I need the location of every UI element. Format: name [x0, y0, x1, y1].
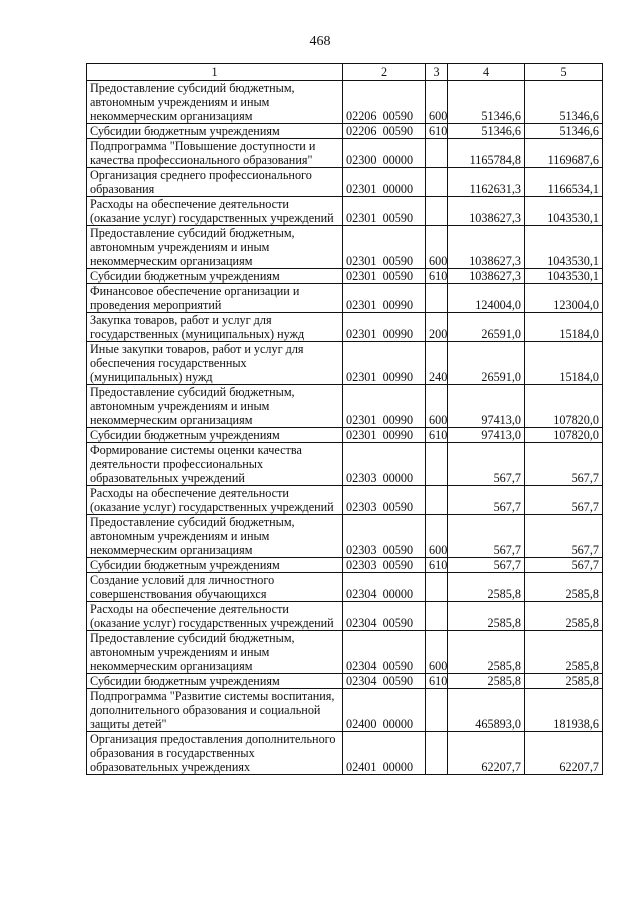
row-code-cell: 02303 00590 — [343, 558, 426, 573]
row-expense-type-cell: 200 — [426, 313, 448, 342]
row-name-cell: Расходы на обеспечение деятельности (оказание услуг) государственных учреждений — [87, 602, 343, 631]
table-row — [87, 139, 603, 168]
row-value-col5-cell: 107820,0 — [525, 385, 603, 428]
row-name-cell: Создание условий для личностного совершенствования обучающихся — [87, 573, 343, 602]
row-name-cell: Иные закупки товаров, работ и услуг для обеспечения государственных (муниципальных) нужд — [87, 342, 343, 385]
table-row — [87, 631, 603, 674]
row-value-col4-cell: 2585,8 — [448, 602, 525, 631]
row-code-cell: 02301 00990 — [343, 342, 426, 385]
row-value-col5-cell: 567,7 — [525, 443, 603, 486]
row-name-cell: Финансовое обеспечение организации и проведения мероприятий — [87, 284, 343, 313]
budget-table — [86, 63, 603, 775]
row-code-cell: 02301 00990 — [343, 385, 426, 428]
table-row — [87, 428, 603, 443]
row-expense-type-cell — [426, 197, 448, 226]
row-value-col4-cell: 51346,6 — [448, 81, 525, 124]
row-expense-type-cell: 600 — [426, 515, 448, 558]
row-value-col5-cell: 1043530,1 — [525, 269, 603, 284]
table-row — [87, 602, 603, 631]
row-value-col5-cell: 51346,6 — [525, 81, 603, 124]
row-expense-type-cell: 600 — [426, 631, 448, 674]
row-code-cell: 02303 00590 — [343, 486, 426, 515]
row-name-cell: Формирование системы оценки качества деятельности профессиональных образовательных учреждений — [87, 443, 343, 486]
table-row — [87, 689, 603, 732]
row-value-col4-cell: 465893,0 — [448, 689, 525, 732]
row-value-col5-cell: 107820,0 — [525, 428, 603, 443]
row-expense-type-cell: 600 — [426, 226, 448, 269]
row-code-cell: 02301 00000 — [343, 168, 426, 197]
row-expense-type-cell — [426, 168, 448, 197]
row-name-cell: Субсидии бюджетным учреждениям — [87, 428, 343, 443]
row-expense-type-cell: 600 — [426, 385, 448, 428]
row-value-col4-cell: 1038627,3 — [448, 226, 525, 269]
row-code-cell: 02301 00990 — [343, 428, 426, 443]
row-name-cell: Предоставление субсидий бюджетным, автономным учреждениям и иным некоммерческим организациям — [87, 515, 343, 558]
row-expense-type-cell: 610 — [426, 558, 448, 573]
row-value-col5-cell: 15184,0 — [525, 342, 603, 385]
row-name-cell: Предоставление субсидий бюджетным, автономным учреждениям и иным некоммерческим организациям — [87, 631, 343, 674]
header-row — [87, 64, 603, 81]
row-value-col4-cell: 2585,8 — [448, 573, 525, 602]
row-value-col4-cell: 567,7 — [448, 558, 525, 573]
row-value-col4-cell: 62207,7 — [448, 732, 525, 775]
row-value-col5-cell: 1166534,1 — [525, 168, 603, 197]
row-value-col4-cell: 567,7 — [448, 515, 525, 558]
table-row — [87, 81, 603, 124]
row-value-col5-cell: 2585,8 — [525, 602, 603, 631]
row-value-col4-cell: 26591,0 — [448, 313, 525, 342]
row-value-col5-cell: 15184,0 — [525, 313, 603, 342]
row-expense-type-cell: 600 — [426, 81, 448, 124]
table-row — [87, 226, 603, 269]
row-value-col4-cell: 97413,0 — [448, 428, 525, 443]
row-name-cell: Предоставление субсидий бюджетным, автономным учреждениям и иным некоммерческим организациям — [87, 226, 343, 269]
row-name-cell: Субсидии бюджетным учреждениям — [87, 269, 343, 284]
row-code-cell: 02301 00990 — [343, 313, 426, 342]
row-expense-type-cell — [426, 573, 448, 602]
row-name-cell: Организация предоставления дополнительного образования в государственных образовательных учреждениях — [87, 732, 343, 775]
table-body — [87, 81, 603, 775]
row-value-col5-cell: 1043530,1 — [525, 197, 603, 226]
table-row — [87, 124, 603, 139]
row-name-cell: Субсидии бюджетным учреждениям — [87, 674, 343, 689]
row-name-cell: Субсидии бюджетным учреждениям — [87, 558, 343, 573]
row-value-col4-cell: 1038627,3 — [448, 197, 525, 226]
row-value-col5-cell: 1169687,6 — [525, 139, 603, 168]
row-expense-type-cell — [426, 602, 448, 631]
row-value-col4-cell: 2585,8 — [448, 674, 525, 689]
table-row — [87, 342, 603, 385]
table-row — [87, 385, 603, 428]
row-expense-type-cell — [426, 486, 448, 515]
table-row — [87, 486, 603, 515]
row-name-cell: Предоставление субсидий бюджетным, автономным учреждениям и иным некоммерческим организациям — [87, 81, 343, 124]
row-expense-type-cell — [426, 139, 448, 168]
table-row — [87, 269, 603, 284]
table-row — [87, 197, 603, 226]
row-code-cell: 02301 00990 — [343, 284, 426, 313]
row-value-col5-cell: 1043530,1 — [525, 226, 603, 269]
row-expense-type-cell: 610 — [426, 428, 448, 443]
row-value-col5-cell: 181938,6 — [525, 689, 603, 732]
header-col-1: 1 — [87, 64, 343, 81]
row-name-cell: Расходы на обеспечение деятельности (оказание услуг) государственных учреждений — [87, 197, 343, 226]
row-value-col4-cell: 26591,0 — [448, 342, 525, 385]
row-code-cell: 02304 00590 — [343, 674, 426, 689]
row-name-cell: Предоставление субсидий бюджетным, автономным учреждениям и иным некоммерческим организациям — [87, 385, 343, 428]
header-col-5: 5 — [525, 64, 603, 81]
table-row — [87, 443, 603, 486]
table-row — [87, 732, 603, 775]
row-name-cell: Закупка товаров, работ и услуг для государственных (муниципальных) нужд — [87, 313, 343, 342]
row-code-cell: 02303 00000 — [343, 443, 426, 486]
row-expense-type-cell: 610 — [426, 124, 448, 139]
row-code-cell: 02303 00590 — [343, 515, 426, 558]
page-number: 468 — [309, 34, 331, 49]
row-code-cell: 02401 00000 — [343, 732, 426, 775]
row-expense-type-cell — [426, 732, 448, 775]
row-code-cell: 02400 00000 — [343, 689, 426, 732]
row-value-col4-cell: 124004,0 — [448, 284, 525, 313]
row-code-cell: 02304 00590 — [343, 602, 426, 631]
table-row — [87, 284, 603, 313]
row-value-col5-cell: 123004,0 — [525, 284, 603, 313]
row-code-cell: 02301 00590 — [343, 197, 426, 226]
row-name-cell: Подпрограмма "Повышение доступности и качества профессионального образования" — [87, 139, 343, 168]
row-name-cell: Подпрограмма "Развитие системы воспитания, дополнительного образования и социальной защиты детей" — [87, 689, 343, 732]
row-name-cell: Организация среднего профессионального образования — [87, 168, 343, 197]
row-name-cell: Субсидии бюджетным учреждениям — [87, 124, 343, 139]
row-value-col4-cell: 2585,8 — [448, 631, 525, 674]
row-value-col5-cell: 2585,8 — [525, 631, 603, 674]
row-code-cell: 02300 00000 — [343, 139, 426, 168]
table-row — [87, 515, 603, 558]
row-code-cell: 02301 00590 — [343, 226, 426, 269]
row-code-cell: 02206 00590 — [343, 81, 426, 124]
row-expense-type-cell: 610 — [426, 674, 448, 689]
table-row — [87, 674, 603, 689]
header-col-3: 3 — [426, 64, 448, 81]
row-value-col5-cell: 567,7 — [525, 558, 603, 573]
row-name-cell: Расходы на обеспечение деятельности (оказание услуг) государственных учреждений — [87, 486, 343, 515]
row-expense-type-cell — [426, 689, 448, 732]
row-expense-type-cell — [426, 284, 448, 313]
row-value-col5-cell: 62207,7 — [525, 732, 603, 775]
row-value-col4-cell: 567,7 — [448, 486, 525, 515]
header-col-2: 2 — [343, 64, 426, 81]
row-expense-type-cell: 240 — [426, 342, 448, 385]
row-value-col4-cell: 1038627,3 — [448, 269, 525, 284]
table-row — [87, 558, 603, 573]
row-expense-type-cell: 610 — [426, 269, 448, 284]
row-value-col5-cell: 567,7 — [525, 486, 603, 515]
row-code-cell: 02301 00590 — [343, 269, 426, 284]
row-value-col4-cell: 567,7 — [448, 443, 525, 486]
row-value-col4-cell: 1165784,8 — [448, 139, 525, 168]
row-value-col5-cell: 567,7 — [525, 515, 603, 558]
table-row — [87, 168, 603, 197]
row-value-col5-cell: 51346,6 — [525, 124, 603, 139]
row-value-col5-cell: 2585,8 — [525, 573, 603, 602]
row-value-col4-cell: 1162631,3 — [448, 168, 525, 197]
row-code-cell: 02304 00590 — [343, 631, 426, 674]
row-value-col4-cell: 97413,0 — [448, 385, 525, 428]
table-row — [87, 573, 603, 602]
row-value-col4-cell: 51346,6 — [448, 124, 525, 139]
row-value-col5-cell: 2585,8 — [525, 674, 603, 689]
table-row — [87, 313, 603, 342]
row-code-cell: 02206 00590 — [343, 124, 426, 139]
row-expense-type-cell — [426, 443, 448, 486]
row-code-cell: 02304 00000 — [343, 573, 426, 602]
header-col-4: 4 — [448, 64, 525, 81]
